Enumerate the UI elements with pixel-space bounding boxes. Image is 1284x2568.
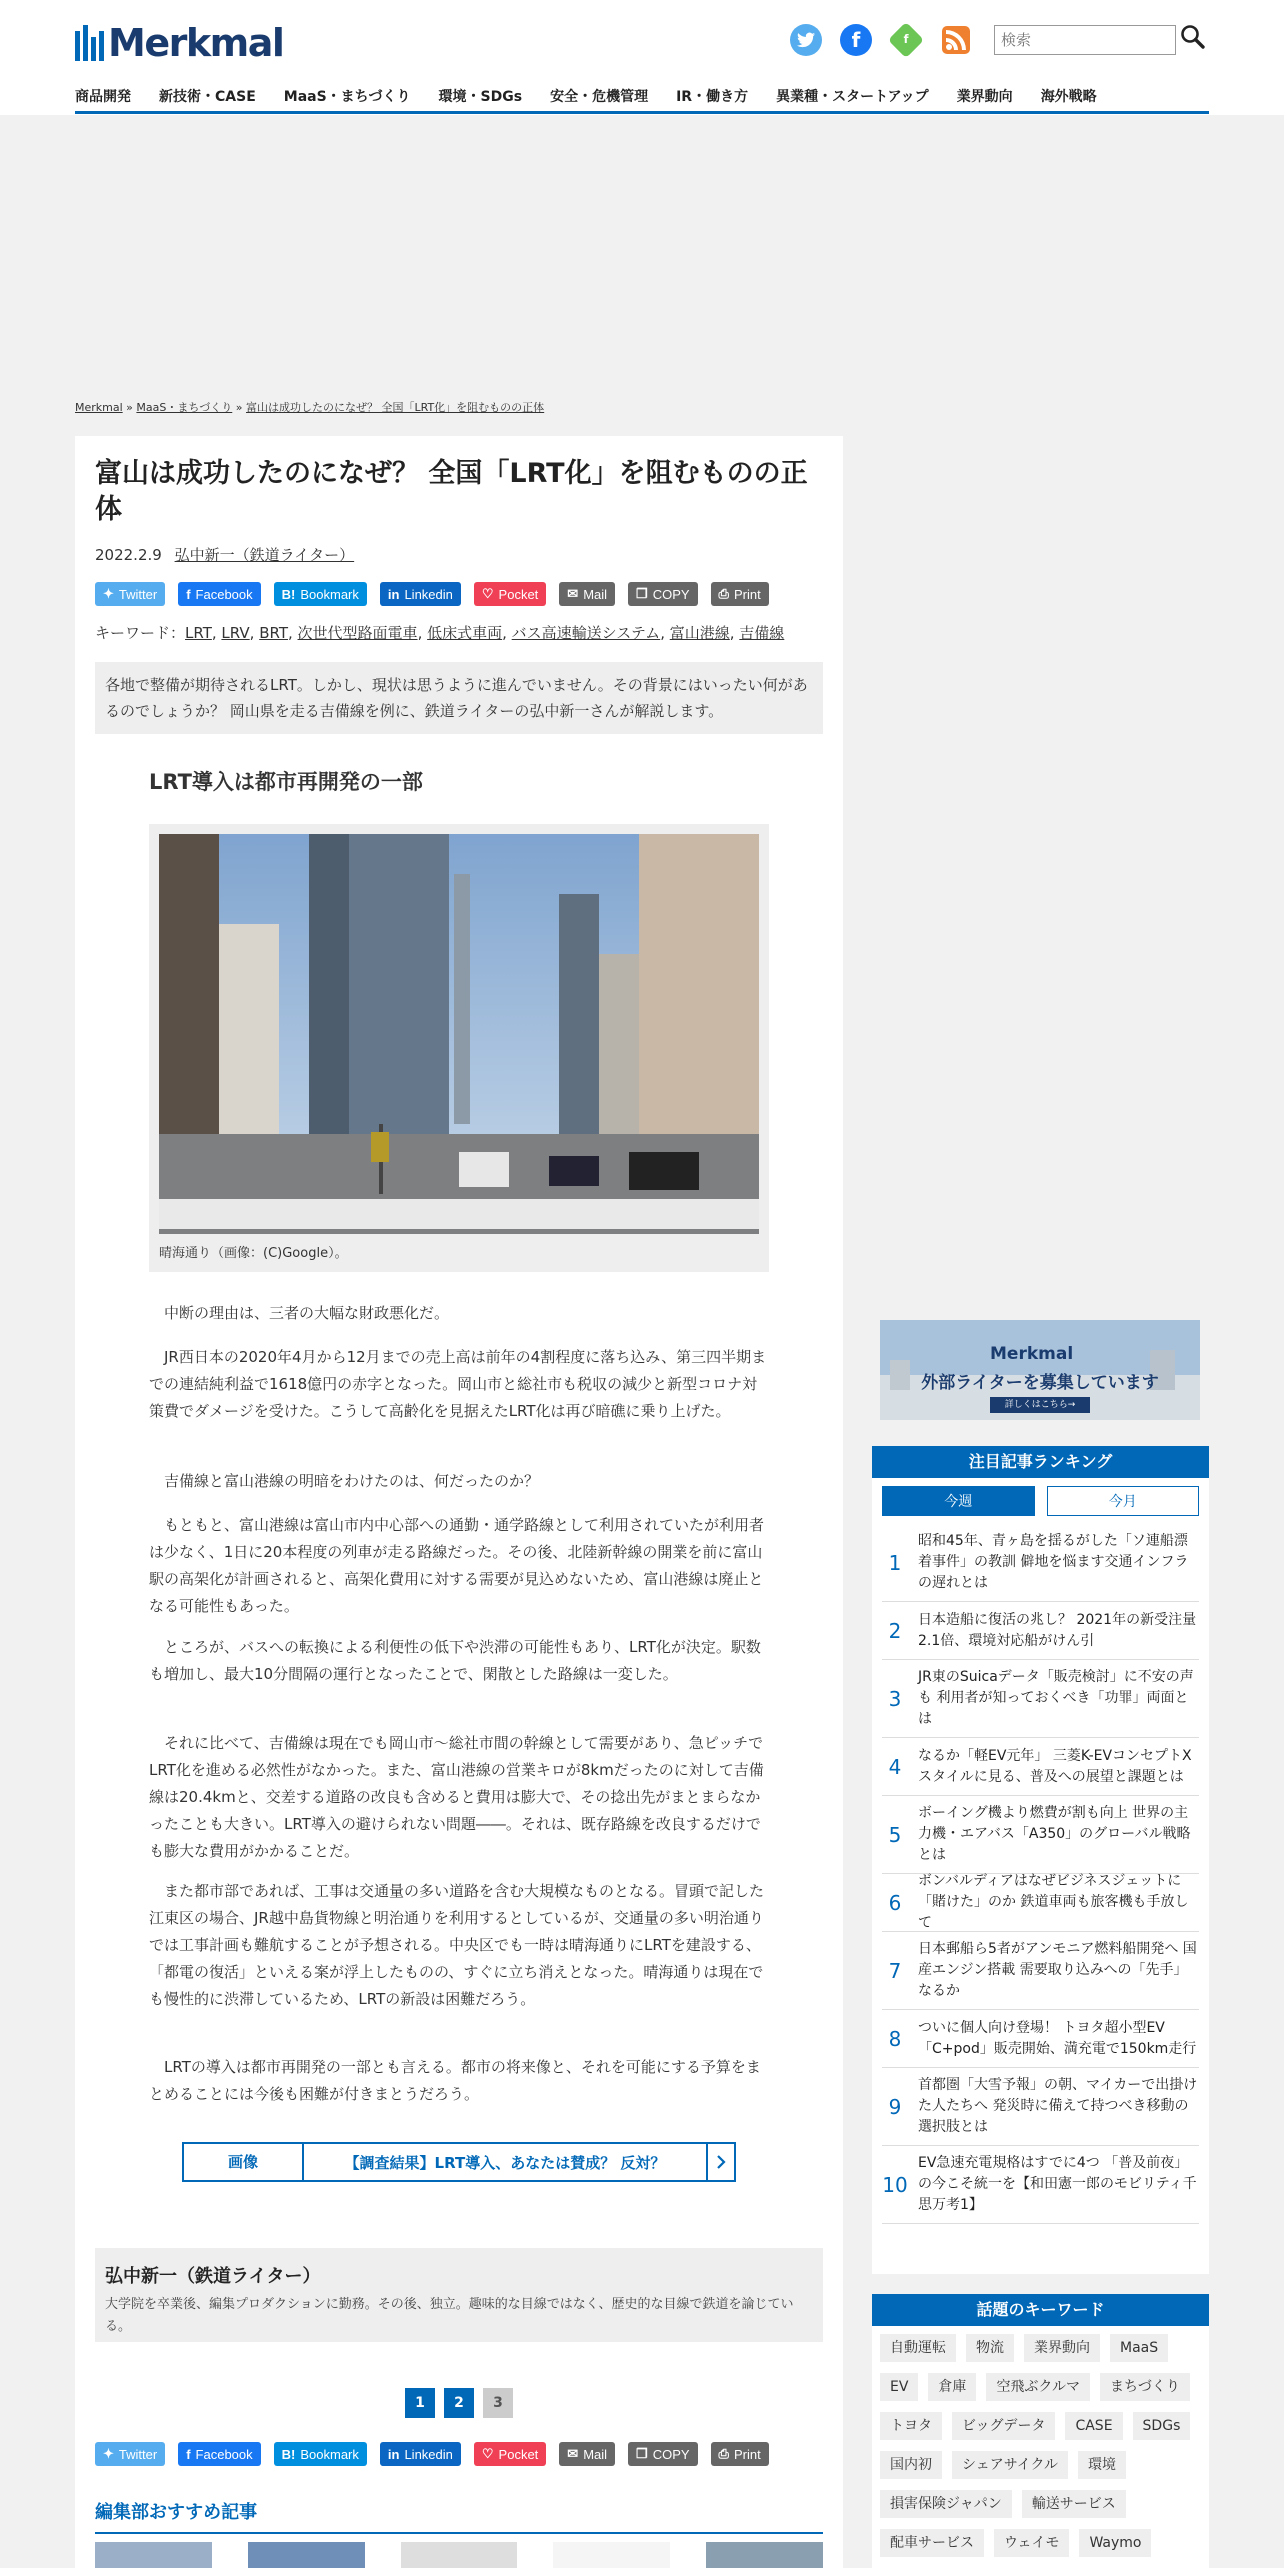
- logo-mark: [75, 25, 104, 61]
- ranking-number: 3: [888, 1686, 902, 1711]
- keyword-widget-title: 話題のキーワード: [872, 2294, 1209, 2326]
- tab-month[interactable]: 今月: [1047, 1486, 1200, 1516]
- article-lead: 各地で整備が期待されるLRT。しかし、現状は思うように進んでいません。その背景にはいったい何があるのでしょうか？ 岡山県を走る吉備線を例に、鉄道ライターの弘中新一さんが解説します。: [95, 662, 823, 734]
- logo-wordmark: Merkmal: [108, 21, 284, 65]
- keyword-tag[interactable]: 国内初: [880, 2451, 942, 2479]
- article-meta: [95, 544, 354, 565]
- share-bar-top: [95, 582, 782, 606]
- copy-icon: ❐: [636, 586, 648, 601]
- keyword-label: キーワード：: [95, 624, 186, 642]
- keyword-link[interactable]: 次世代型路面電車: [297, 624, 418, 642]
- section-heading: LRT導入は都市再開発の一部: [149, 770, 423, 794]
- related-link-title: 【調査結果】LRT導入、あなたは賛成？ 反対？: [344, 2153, 666, 2172]
- body-paragraph: 中断の理由は、三者の大幅な財政悪化だ。: [164, 1304, 450, 1322]
- hatena-bookmark-button[interactable]: B! Bookmark: [274, 2442, 367, 2466]
- recommend-heading: 編集部おすすめ記事: [95, 2498, 823, 2534]
- hatena-bookmark-button[interactable]: B! Bookmark: [274, 582, 367, 606]
- pocket-share-button[interactable]: ♡ Pocket: [474, 2442, 546, 2466]
- global-nav: [75, 86, 1209, 114]
- keyword-list: キーワード：LRT, LRV, BRT, 次世代型路面電車, 低床式車両, バス高速輸送システム, 富山港線, 吉備線: [95, 624, 785, 642]
- keyword-link[interactable]: LRV: [221, 624, 250, 642]
- print-icon: ⎙: [718, 2446, 729, 2461]
- keyword-tag[interactable]: Waymo: [1079, 2529, 1151, 2557]
- page-button-current[interactable]: 1: [405, 2388, 435, 2418]
- keyword-tag[interactable]: EV: [880, 2373, 918, 2401]
- keyword-tag[interactable]: ビッグデータ: [952, 2412, 1055, 2440]
- copy-button[interactable]: ❐ COPY: [628, 2442, 698, 2466]
- ranking-title: 注目記事ランキング: [872, 1446, 1209, 1478]
- ranking-title: EV急速充電規格はすでに4つ 「普及前夜」の今こそ統一を【和田憲一郎のモビリティ千思万考1】: [918, 2155, 1197, 2213]
- ranking-number: 1: [888, 1550, 902, 1575]
- ranking-number: 8: [888, 2026, 902, 2051]
- article-date: 2022.2.9: [95, 546, 162, 564]
- recommend-thumbnail[interactable]: [706, 2542, 823, 2568]
- ranking-number: 9: [888, 2094, 902, 2119]
- recommend-thumbnail[interactable]: [248, 2542, 365, 2568]
- article-title: 富山は成功したのになぜ？ 全国「LRT化」を阻むものの正体: [95, 458, 808, 525]
- keyword-link[interactable]: LRT: [185, 624, 212, 642]
- breadcrumb-current[interactable]: 富山は成功したのになぜ？ 全国「LRT化」を阻むものの正体: [246, 401, 545, 414]
- ranking-title: 昭和45年、青ヶ島を揺るがした「ソ連船漂着事件」の教訓 僻地を悩ます交通インフラの遅れとは: [918, 1533, 1189, 1591]
- twitter-icon: ✦: [103, 586, 114, 601]
- pocket-share-button[interactable]: ♡ Pocket: [474, 582, 546, 606]
- site-header: [0, 0, 1284, 115]
- linkedin-share-button[interactable]: in Linkedin: [380, 582, 461, 606]
- keyword-tag[interactable]: SDGs: [1133, 2412, 1191, 2440]
- body-paragraph: LRTの導入は都市再開発の一部とも言える。都市の将来像と、それを可能にする予算をまとめることには今後も困難が付きまとうだろう。: [149, 2058, 761, 2103]
- ranking-widget: [872, 1446, 1209, 2274]
- nav-item[interactable]: 海外戦略: [1040, 89, 1097, 105]
- keyword-tag[interactable]: 物流: [966, 2334, 1014, 2362]
- author-name: 弘中新一（鉄道ライター）: [105, 2266, 321, 2287]
- nav-item[interactable]: 新技術・CASE: [159, 89, 256, 105]
- nav-item[interactable]: 業界動向: [956, 89, 1013, 105]
- twitter-icon[interactable]: [790, 24, 822, 56]
- keyword-tag[interactable]: 空飛ぶクルマ: [986, 2373, 1090, 2401]
- author-box: [95, 2248, 823, 2342]
- keyword-tag[interactable]: トヨタ: [880, 2412, 942, 2440]
- copy-icon: ❐: [636, 2446, 648, 2461]
- ranking-title: ボーイング機より燃費が割も向上 世界の主力機・エアバス「A350」のグローバル戦略とは: [918, 1805, 1191, 1863]
- mail-icon: ✉: [567, 2446, 579, 2461]
- keyword-tag[interactable]: 損害保険ジャパン: [880, 2490, 1012, 2518]
- feedly-icon[interactable]: f: [888, 22, 924, 58]
- author-link[interactable]: 弘中新一（鉄道ライター）: [174, 546, 355, 564]
- banner-button[interactable]: 詳しくはこちら→: [990, 1397, 1090, 1413]
- related-link-tag: 画像: [184, 2144, 304, 2180]
- mail-share-button[interactable]: ✉ Mail: [559, 2442, 615, 2466]
- ranking-item[interactable]: [882, 1796, 1199, 1874]
- body-paragraph: もともと、富山港線は富山市内中心部への通勤・通学路線として利用されていたが利用者は少なく、1日に20本程度の列車が走る路線だった。その後、北陸新幹線の開業を前に富山駅の高架化が計画されると、高架化費用に対する需要が見込めないため、富山港線は廃止となる可能性もあった。: [149, 1516, 765, 1615]
- ranking-title: 日本造船に復活の兆し？ 2021年の新受注量2.1倍、環境対応船がけん引: [918, 1611, 1197, 1649]
- body-paragraph: ところが、バスへの転換による利便性の低下や渋滞の可能性もあり、LRT化が決定。駅数も増加し、最大10分間隔の運行となったことで、閑散とした路線は一変した。: [149, 1638, 761, 1683]
- twitter-icon: ✦: [103, 2446, 114, 2461]
- search-input[interactable]: [994, 25, 1176, 55]
- ranking-item[interactable]: [882, 1932, 1199, 2010]
- ranking-item[interactable]: [882, 1660, 1199, 1738]
- ranking-title: ついに個人向け登場！ トヨタ超小型EV「C+pod」販売開始、満充電で150km走行: [918, 2019, 1197, 2057]
- body-paragraph: 吉備線と富山港線の明暗をわけたのは、何だったのか？: [164, 1472, 540, 1490]
- ranking-number: 6: [888, 1890, 902, 1915]
- mail-icon: ✉: [567, 586, 579, 601]
- recommend-thumbnails: [95, 2542, 823, 2568]
- twitter-share-button[interactable]: ✦ Twitter: [95, 2442, 165, 2466]
- keyword-tag[interactable]: MaaS: [1110, 2334, 1168, 2362]
- keyword-tags: [872, 2326, 1209, 2565]
- keyword-tag[interactable]: 配車サービス: [880, 2529, 984, 2557]
- recommend-thumbnail[interactable]: [95, 2542, 212, 2568]
- keyword-tag[interactable]: シェアサイクル: [952, 2451, 1068, 2479]
- breadcrumb: Merkmal » MaaS・まちづくり » 富山は成功したのになぜ？ 全国「LRT化」を阻むものの正体: [75, 401, 545, 414]
- banner-logo: Merkmal: [990, 1344, 1074, 1364]
- facebook-icon: f: [186, 586, 191, 602]
- keyword-widget: [872, 2294, 1209, 2568]
- keyword-tag[interactable]: まちづくり: [1100, 2373, 1190, 2401]
- ranking-title: 日本郵船ら5者がアンモニア燃料船開発へ 国産エンジン搭載 需要取り込みへの「先手」なるか: [918, 1941, 1197, 1999]
- nav-item[interactable]: MaaS・まちづくり: [283, 89, 411, 105]
- ranking-item[interactable]: [882, 1874, 1199, 1932]
- ranking-number: 2: [888, 1618, 902, 1643]
- ranking-item[interactable]: [882, 1524, 1199, 1602]
- body-paragraph: それに比べて、吉備線は現在でも岡山市～総社市間の幹線として需要があり、急ピッチでLRT化を進める必然性がなかった。また、富山港線の営業キロが8kmだったのに対して吉備線は20.4kmと、交差する道路の改良も含めると費用は膨大で、その捻出先がまとまらなかったことも大きい。LRT導入の避けられない問題――。それは、既存路線を改良するだけでも膨大な費用がかかることだ。: [149, 1734, 764, 1860]
- writer-recruit-banner[interactable]: [880, 1320, 1200, 1420]
- keyword-link[interactable]: 吉備線: [739, 624, 785, 642]
- keyword-tag[interactable]: CASE: [1065, 2412, 1122, 2440]
- ranking-number: 4: [888, 1754, 902, 1779]
- breadcrumb-link[interactable]: MaaS・まちづくり: [136, 401, 233, 414]
- nav-item[interactable]: 安全・危機管理: [550, 89, 649, 105]
- twitter-share-button[interactable]: ✦ Twitter: [95, 582, 165, 606]
- linkedin-share-button[interactable]: in Linkedin: [380, 2442, 461, 2466]
- search-icon[interactable]: [1180, 24, 1210, 54]
- keyword-link[interactable]: 富山港線: [669, 624, 730, 642]
- facebook-icon: f: [186, 2446, 191, 2462]
- facebook-share-button[interactable]: f Facebook: [178, 2442, 260, 2466]
- keyword-tag[interactable]: 環境: [1078, 2451, 1126, 2479]
- mail-share-button[interactable]: ✉ Mail: [559, 582, 615, 606]
- pocket-icon: ♡: [481, 586, 494, 601]
- ranking-tabs: [872, 1478, 1209, 1524]
- ranking-item[interactable]: [882, 2010, 1199, 2068]
- ranking-number: 10: [882, 2172, 908, 2197]
- rss-icon[interactable]: [940, 24, 972, 56]
- keyword-tag[interactable]: 自動運転: [880, 2334, 956, 2362]
- ranking-item[interactable]: [882, 2146, 1199, 2224]
- site-logo[interactable]: [75, 22, 283, 64]
- print-button[interactable]: ⎙ Print: [711, 2442, 769, 2466]
- hatena-icon: B!: [281, 2446, 296, 2462]
- keyword-tag[interactable]: 倉庫: [928, 2373, 976, 2401]
- ranking-list: [872, 1524, 1209, 2224]
- keyword-tag[interactable]: ウェイモ: [994, 2529, 1069, 2557]
- hatena-icon: B!: [281, 586, 296, 602]
- ranking-title: JR東のSuicaデータ「販売検討」に不安の声も 利用者が知っておくべき「功罪」両面とは: [918, 1669, 1194, 1727]
- nav-item[interactable]: 環境・SDGs: [438, 89, 523, 105]
- figure-caption: 晴海通り（画像：(C)Google）。: [159, 1246, 348, 1261]
- ranking-item[interactable]: [882, 1738, 1199, 1796]
- keyword-tag[interactable]: 業界動向: [1024, 2334, 1100, 2362]
- pocket-icon: ♡: [481, 2446, 494, 2461]
- related-link[interactable]: [182, 2142, 736, 2182]
- body-paragraph: また都市部であれば、工事は交通量の多い道路を含む大規模なものとなる。冒頭で記した江東区の場合、JR越中島貨物線と明治通りを利用するとしているが、交通量の多い明治通りでは工事計画も難航することが予想される。中央区でも一時は晴海通りにLRTを建設する、「都電の復活」といえる案が浮上したものの、すぐに立ち消えとなった。晴海通りは現在でも慢性的に渋滞しているため、LRTの新設は困難だろう。: [149, 1882, 765, 2008]
- linkedin-icon: in: [387, 2446, 400, 2462]
- ranking-title: ボンバルディアはなぜビジネスジェットに「賭けた」のか 鉄道車両も旅客機も手放して: [918, 1873, 1189, 1931]
- ranking-number: 7: [888, 1958, 902, 1983]
- recommend-thumbnail[interactable]: [401, 2542, 518, 2568]
- author-description: 大学院を卒業後、編集プロダクションに勤務。その後、独立。趣味的な目線ではなく、歴史的な目線で鉄道を論じている。: [105, 2297, 794, 2334]
- copy-button[interactable]: ❐ COPY: [628, 582, 698, 606]
- nav-item[interactable]: 商品開発: [75, 89, 131, 105]
- ranking-item[interactable]: [882, 1602, 1199, 1660]
- article-main: [75, 436, 843, 2568]
- facebook-icon[interactable]: f: [840, 24, 872, 56]
- pagination: [405, 2388, 513, 2418]
- body-paragraph: JR西日本の2020年4月から12月までの売上高は前年の4割程度に落ち込み、第三四半期までの連結純利益で1618億円の赤字となった。岡山市と総社市も税収の減少と新型コロナ対策費でダメージを受けた。こうして高齢化を見据えたLRT化は再び暗礁に乗り上げた。: [149, 1348, 767, 1420]
- linkedin-icon: in: [387, 586, 400, 602]
- page-button[interactable]: 3: [483, 2388, 513, 2418]
- street-photo[interactable]: [159, 834, 759, 1234]
- ranking-title: なるか「軽EV元年」 三菱K-EVコンセプトXスタイルに見る、普及への展望と課題とは: [918, 1747, 1192, 1785]
- print-button[interactable]: ⎙ Print: [711, 582, 769, 606]
- keyword-link[interactable]: BRT: [259, 624, 288, 642]
- keyword-link[interactable]: バス高速輸送システム: [511, 624, 661, 642]
- ranking-number: 5: [888, 1822, 902, 1847]
- nav-item[interactable]: 異業種・スタートアップ: [776, 89, 929, 105]
- share-bar-bottom: [95, 2442, 782, 2466]
- keyword-tag[interactable]: 輸送サービス: [1022, 2490, 1126, 2518]
- tab-week[interactable]: 今週: [882, 1486, 1035, 1516]
- banner-text: 外部ライターを募集しています: [921, 1373, 1159, 1393]
- recommend-thumbnail[interactable]: [553, 2542, 670, 2568]
- page-button[interactable]: 2: [444, 2388, 474, 2418]
- breadcrumb-link[interactable]: Merkmal: [75, 401, 123, 414]
- article-figure: [149, 824, 769, 1272]
- nav-item[interactable]: IR・働き方: [676, 89, 749, 105]
- facebook-share-button[interactable]: f Facebook: [178, 582, 260, 606]
- print-icon: ⎙: [718, 586, 729, 601]
- ranking-item[interactable]: [882, 2068, 1199, 2146]
- chevron-right-icon: [706, 2144, 734, 2180]
- keyword-link[interactable]: 低床式車両: [427, 624, 503, 642]
- ranking-title: 首都圏「大雪予報」の朝、マイカーで出掛けた人たちへ 発災時に備えて持つべき移動の選択肢とは: [918, 2077, 1198, 2135]
